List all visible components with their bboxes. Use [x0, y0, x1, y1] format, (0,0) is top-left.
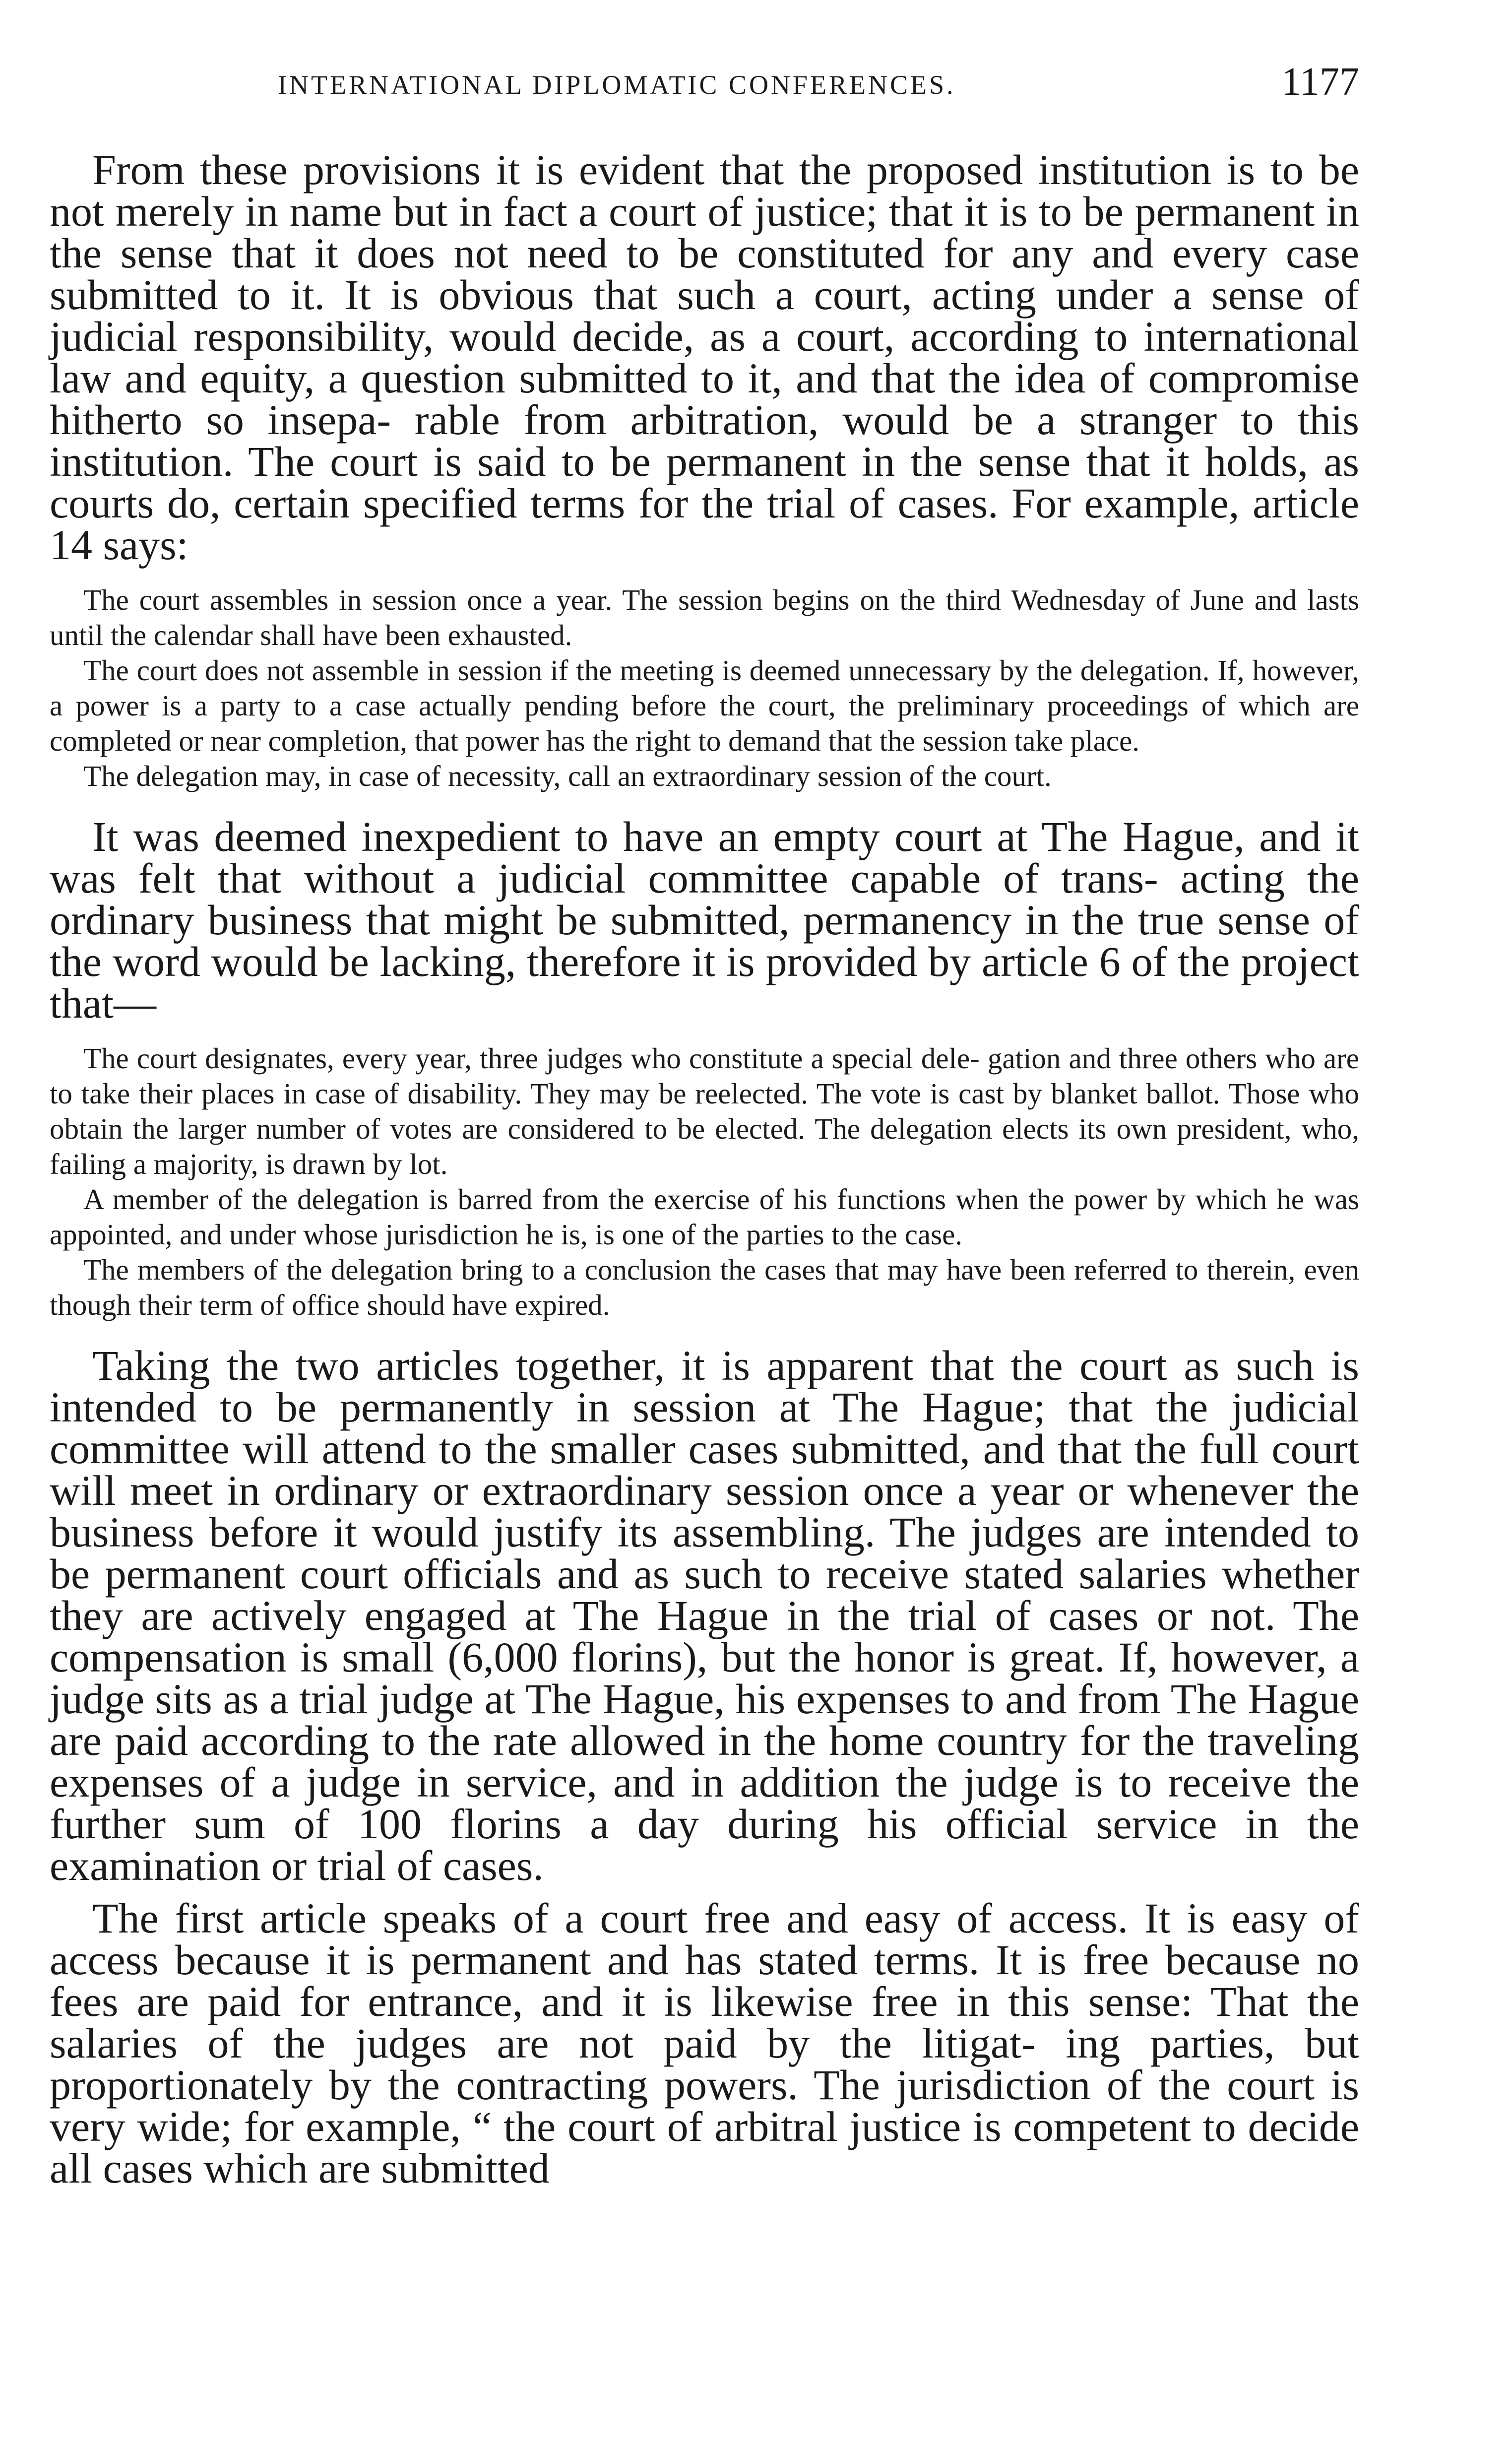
running-head: INTERNATIONAL DIPLOMATIC CONFERENCES.	[278, 70, 956, 100]
body-paragraph: From these provisions it is evident that the proposed institution is to be not merely in name but in fact a court of justice; that it is to be permanent in the sense that it does not need to be constituted for any and every case submitted to it. It is obvious that such a court, acting under a sense of judicial responsibility, would decide, as a court, according to international law and equity, a question submitted to it, and that the idea of compromise hitherto so insepa- rable from arbitration, would be a stranger to this institution. The court is said to be permanent in the sense that it holds, as courts do, certain specified terms for the trial of cases. For example, article 14 says:	[50, 146, 1359, 569]
quote-paragraph: The delegation may, in case of necessity, call an extraordinary session of the court.	[83, 760, 1052, 792]
page-header	[50, 60, 1359, 119]
quote-paragraph: The court designates, every year, three judges who constitute a special dele- gation and three others who are to take their places in case of disability. They may be reelected. The vote is cast by blanket ballot. Those who obtain the larger number of votes are considered to be elected. The delegation elects its own president, who, failing a majority, is drawn by lot.	[50, 1042, 1359, 1180]
quoted-article-6	[50, 1041, 1359, 1323]
document-page	[50, 60, 1359, 2200]
page-number: 1177	[1281, 60, 1359, 104]
body-paragraph: Taking the two articles together, it is apparent that the court as such is intended to be permanently in session at The Hague; that the judicial committee will attend to the smaller cases submitted, and that the full court will meet in ordinary or extraordinary session once a year or whenever the business before it would justify its assembling. The judges are intended to be permanent court officials and as such to receive stated salaries whether they are actively engaged at The Hague in the trial of cases or not. The compensation is small (6,000 florins), but the honor is great. If, however, a judge sits as a trial judge at The Hague, his expenses to and from The Hague are paid according to the rate allowed in the home country for the traveling expenses of a judge in service, and in addition the judge is to receive the further sum of 100 florins a day during his official service in the examination or trial of cases.	[50, 1342, 1359, 1889]
quoted-article-14	[50, 582, 1359, 794]
body-paragraph: The first article speaks of a court free and easy of access. It is easy of access because it is permanent and has stated terms. It is free because no fees are paid for entrance, and it is likewise free in this sense: That the salaries of the judges are not paid by the litigat- ing parties, but proportionately by the contracting powers. The jurisdiction of the court is very wide; for example, “ the court of arbitral justice is competent to decide all cases which are submitted	[50, 1894, 1359, 2192]
quote-paragraph: The court does not assemble in session if the meeting is deemed unnecessary by the delegation. If, however, a power is a party to a case actually pending before the court, the preliminary proceedings of which are completed or near completion, that power has the right to demand that the session take place.	[50, 654, 1359, 757]
quote-paragraph: The members of the delegation bring to a conclusion the cases that may have been referred to therein, even though their term of office should have expired.	[50, 1253, 1359, 1321]
quote-paragraph: The court assembles in session once a year. The session begins on the third Wednesday of June and lasts until the calendar shall have been exhausted.	[50, 583, 1359, 651]
body-paragraph: It was deemed inexpedient to have an empty court at The Hague, and it was felt that without a judicial committee capable of trans- acting the ordinary business that might be submitted, permanency in the true sense of the word would be lacking, therefore it is provided by article 6 of the project that—	[50, 813, 1359, 1027]
quote-paragraph: A member of the delegation is barred from the exercise of his functions when the power by which he was appointed, and under whose jurisdiction he is, is one of the parties to the case.	[50, 1183, 1359, 1251]
